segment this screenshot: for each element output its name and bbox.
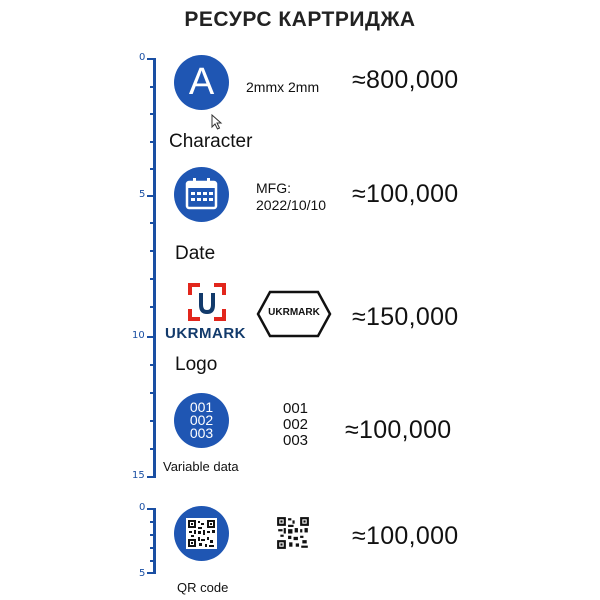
ruler-top-line bbox=[153, 58, 156, 478]
character-icon bbox=[174, 55, 229, 110]
variable-icon-line-2: 002 bbox=[189, 412, 214, 428]
ruler-bottom-line bbox=[153, 508, 156, 573]
variable-data-icon bbox=[174, 393, 229, 448]
ruler-bottom-0: 0 bbox=[139, 502, 146, 513]
logo-count: ≈150,000 bbox=[352, 303, 459, 331]
variable-desc-line-2: 002 bbox=[283, 416, 309, 433]
calendar-icon bbox=[174, 167, 229, 222]
qr-code-sample-icon bbox=[276, 516, 310, 550]
character-count: ≈800,000 bbox=[352, 66, 459, 94]
ruler-top-0: 0 bbox=[139, 52, 146, 63]
ruler-bottom-5: 5 bbox=[139, 568, 146, 579]
qr-icon-circle bbox=[174, 506, 229, 561]
qr-count: ≈100,000 bbox=[352, 522, 459, 550]
variable-desc-line-1: 001 bbox=[283, 400, 309, 417]
character-icon-letter: A bbox=[188, 61, 215, 103]
date-label: Date bbox=[175, 243, 216, 264]
variable-count: ≈100,000 bbox=[345, 416, 452, 444]
character-label: Character bbox=[169, 131, 253, 152]
ruler-top-15: 15 bbox=[132, 470, 145, 481]
ukrmark-logo-icon bbox=[188, 283, 226, 321]
ukrmark-badge-text: UKRMARK bbox=[268, 307, 320, 318]
logo-label: Logo bbox=[175, 354, 218, 375]
character-size: 2mmx 2mm bbox=[246, 79, 320, 95]
variable-icon-line-3: 003 bbox=[189, 425, 214, 441]
mouse-cursor-icon bbox=[211, 114, 223, 130]
variable-desc-line-3: 003 bbox=[283, 432, 309, 449]
page-title: РЕСУРС КАРТРИДЖА bbox=[184, 8, 416, 31]
ruler-top-5: 5 bbox=[139, 189, 146, 200]
ukrmark-brand-text: UKRMARK bbox=[165, 325, 246, 342]
variable-icon-line-1: 001 bbox=[189, 399, 214, 415]
variable-label: Variable data bbox=[163, 459, 239, 474]
ruler-top-10: 10 bbox=[132, 330, 145, 341]
date-count: ≈100,000 bbox=[352, 180, 459, 208]
date-desc-line1: MFG: bbox=[256, 180, 291, 196]
qr-code-icon bbox=[186, 518, 217, 549]
date-desc-line2: 2022/10/10 bbox=[256, 197, 327, 213]
qr-label: QR code bbox=[177, 580, 229, 595]
